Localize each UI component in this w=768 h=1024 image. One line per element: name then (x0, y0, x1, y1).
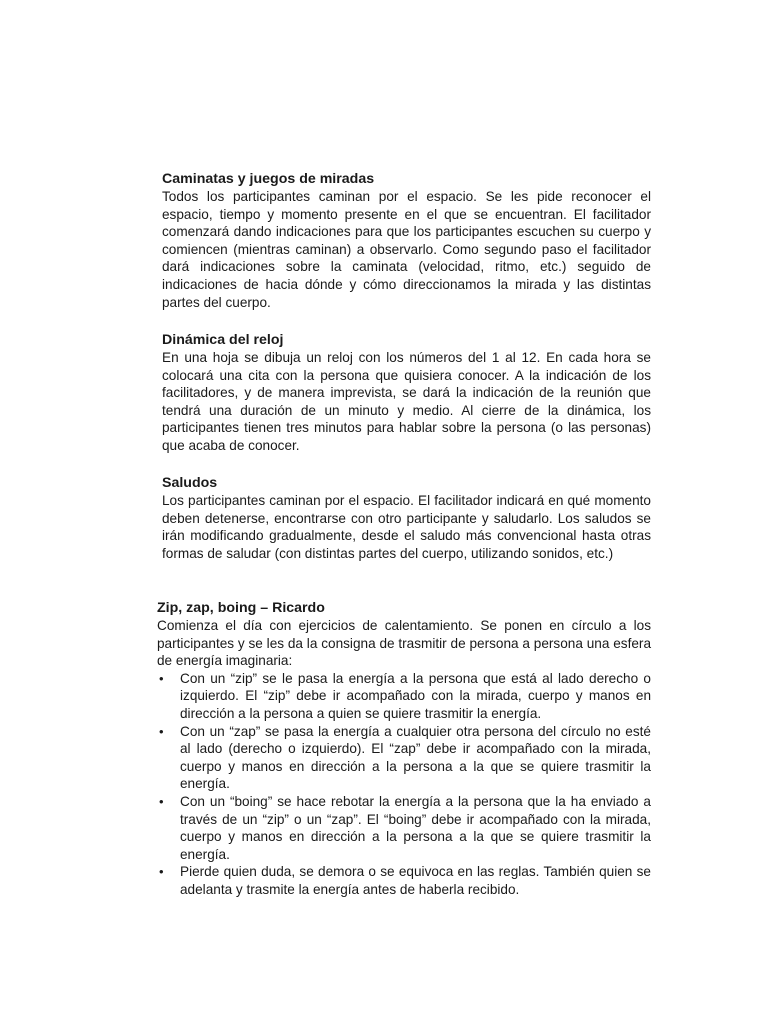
section-dinamica-reloj (162, 331, 651, 455)
rules-list (157, 670, 651, 899)
list-item-text: Con un “boing” se hace rebotar la energía a la persona que la ha enviado a través de un “zip” o un “zap”. El “boing” debe ir acompañado con la mirada, cuerpo y manos en dirección a la persona a la que se quiere trasmitir la energía. (180, 793, 651, 862)
section-title: Zip, zap, boing – Ricardo (157, 600, 325, 616)
section-zip-zap-boing (157, 599, 651, 899)
section-caminatas (162, 170, 651, 311)
section-body: Los participantes caminan por el espacio. El facilitador indicará en qué momento deben detenerse, encontrarse con otro participante y saludarlo. Los saludos se irán modificando gradualmente, desde el saludo más convencional hasta otras formas de saludar (con distintas partes del cuerpo, utilizando sonidos, etc.) (162, 493, 651, 561)
list-item (157, 863, 651, 898)
list-item (157, 793, 651, 863)
bullet-icon: • (159, 670, 164, 686)
section-saludos (162, 474, 651, 562)
section-title: Caminatas y juegos de miradas (162, 171, 375, 187)
section-title: Saludos (162, 475, 218, 491)
section-body: Todos los participantes caminan por el espacio. Se les pide reconocer el espacio, tiempo y momento presente en el que se encuentran. El facilitador comenzará dando indicaciones para que los participantes escuchen su cuerpo y comiencen (mientras caminan) a observarlo. Como segundo paso el facilitador dará indicaciones sobre la caminata (velocidad, ritmo, etc.) seguido de indicaciones de hacia dónde y cómo direccionamos la mirada y las distintas partes del cuerpo. (162, 189, 651, 310)
list-item (157, 723, 651, 793)
list-item-text: Con un “zip” se le pasa la energía a la persona que está al lado derecho o izquierdo. El “zip” debe ir acompañado con la mirada, cuerpo y manos en dirección a la persona a quien se quiere trasmitir la energía. (180, 670, 651, 721)
list-item-text: Con un “zap” se pasa la energía a cualquier otra persona del círculo no esté al lado (derecho o izquierdo). El “zap” debe ir acompañado con la mirada, cuerpo y manos en dirección a la persona a la que se quiere trasmitir la energía. (180, 723, 651, 792)
list-item-text: Pierde quien duda, se demora o se equivoca en las reglas. También quien se adelanta y trasmite la energía antes de haberla recibido. (180, 864, 651, 897)
list-item (157, 670, 651, 723)
section-body: Comienza el día con ejercicios de calentamiento. Se ponen en círculo a los participantes y se les da la consigna de trasmitir de persona a persona una esfera de energía imaginaria: (157, 618, 651, 669)
section-body: En una hoja se dibuja un reloj con los números del 1 al 12. En cada hora se colocará una cita con la persona que quisiera conocer. A la indicación de los facilitadores, y de manera imprevista, se dará la indicación de la reunión que tendrá una duración de un minuto y medio. Al cierre de la dinámica, los participantes tienen tres minutos para hablar sobre la persona (o las personas) que acaba de conocer. (162, 350, 651, 453)
bullet-icon: • (159, 864, 164, 880)
section-title: Dinámica del reloj (162, 332, 284, 348)
bullet-icon: • (159, 723, 164, 739)
bullet-icon: • (159, 793, 164, 809)
